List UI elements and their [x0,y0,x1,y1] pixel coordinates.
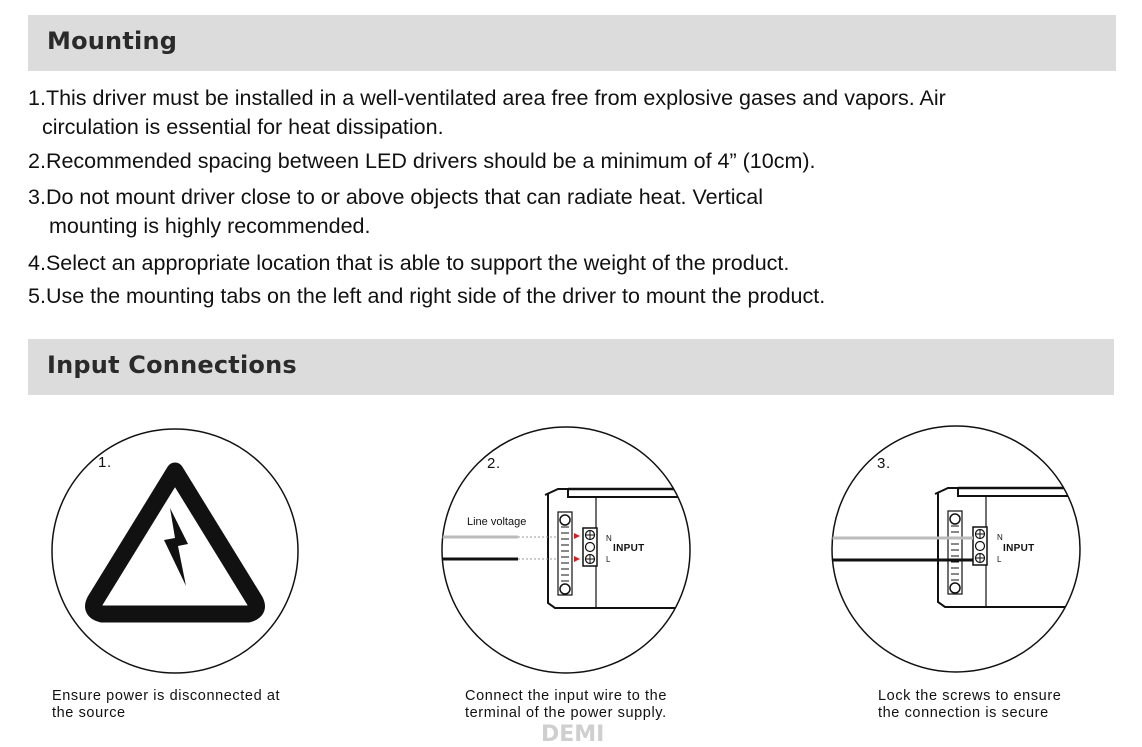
item-text: Do not mount driver close to or above objects that can radiate heat. Vertical [45,185,764,209]
caption-line: the source [52,704,126,721]
terminal-n-label: N [997,533,1003,542]
driver-terminal-diagram [440,425,692,675]
item-text: Use the mounting tabs on the left and right side of the driver to mount the product. [45,284,826,308]
mounting-title: Mounting [47,27,178,55]
caption-line: the connection is secure [878,704,1049,721]
item-number: 3. [28,185,46,209]
mounting-item-2 [28,147,816,176]
step-3-number: 3. [877,455,891,472]
input-connections-section-header [28,339,1114,395]
caption-line: Lock the screws to ensure [878,688,1062,704]
step-1-number: 1. [98,454,112,471]
step-2-diagram [440,425,692,675]
high-voltage-warning-icon [50,426,300,676]
item-text: Select an appropriate location that is able to support the weight of the product. [45,251,790,275]
step-3-caption [878,688,1061,721]
terminal-input-label: INPUT [1003,543,1035,554]
caption-line: terminal of the power supply. [465,704,667,721]
item-text-continued: circulation is essential for heat dissipation. [42,115,444,139]
watermark: DEMI [541,722,605,747]
mounting-item-3 [28,183,763,241]
driver-terminal-secured-diagram [830,424,1082,674]
line-voltage-label: Line voltage [467,516,527,528]
step-1-diagram [50,426,300,676]
item-number: 4. [28,251,46,275]
mounting-item-5 [28,282,825,311]
step-2-number: 2. [487,455,501,472]
step-1-caption [52,688,280,721]
terminal-l-label: L [997,555,1002,564]
caption-line: Connect the input wire to the [465,688,667,704]
terminal-l-label: L [606,555,611,564]
mounting-item-4 [28,249,789,278]
step-2-caption [465,688,667,721]
step-3-diagram [830,424,1082,674]
mounting-section-header [28,15,1116,71]
item-number: 1. [28,86,46,110]
caption-line: Ensure power is disconnected at [52,688,281,704]
item-text: Recommended spacing between LED drivers should be a minimum of 4” (10cm). [45,149,816,173]
item-number: 5. [28,284,46,308]
item-text-continued: mounting is highly recommended. [49,214,371,238]
item-number: 2. [28,149,46,173]
mounting-item-1 [28,84,946,142]
input-connections-title: Input Connections [47,351,297,379]
terminal-n-label: N [606,534,612,543]
item-text: This driver must be installed in a well-ventilated area free from explosive gases and vapors. Air [45,86,946,110]
terminal-input-label: INPUT [613,543,645,554]
